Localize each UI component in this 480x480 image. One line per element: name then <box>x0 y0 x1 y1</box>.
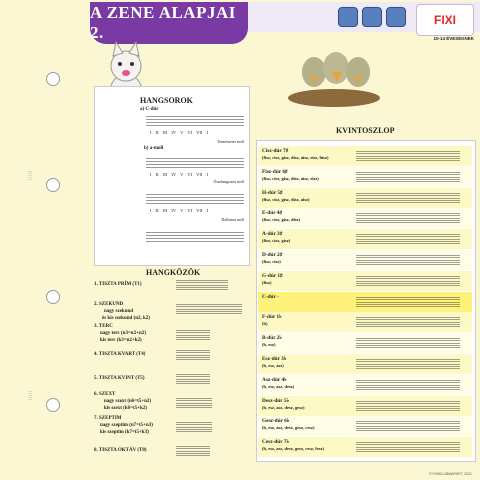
key-signature-staff <box>356 442 460 452</box>
book-icon <box>362 7 382 27</box>
interval-sub: nagy szekund <box>104 309 134 314</box>
key-accidentals: (b, esz) <box>262 342 276 348</box>
roman: I <box>206 130 208 135</box>
roman: VII <box>196 208 203 213</box>
roman: I <box>150 130 152 135</box>
key-signature-staff <box>356 255 460 265</box>
interval-staff <box>176 280 228 290</box>
key-name: Cesz-dúr 7♭ <box>262 439 289 446</box>
key-signature-staff <box>356 338 460 348</box>
roman: V <box>180 208 184 213</box>
natural-minor-staff <box>146 158 244 170</box>
interval-label: 1. TISZTA PRÍM (T1) <box>94 282 142 287</box>
binder-hole <box>46 398 60 412</box>
key-signature-staff <box>356 401 460 411</box>
margin-text: │││││ <box>28 170 32 180</box>
kvintoszlop-title: KVINTOSZLOP <box>336 126 395 135</box>
interval-staff <box>176 398 212 408</box>
interval-staff <box>176 350 210 360</box>
roman: IV <box>171 130 177 135</box>
roman-numerals <box>150 172 208 177</box>
interval-label: 2. SZEKUND <box>94 302 124 307</box>
key-name: A-dúr 3♯ <box>262 231 283 238</box>
key-accidentals: (fisz) <box>262 279 272 285</box>
roman: V <box>180 130 184 135</box>
c-dur-staff <box>146 116 244 128</box>
roman: I <box>206 208 208 213</box>
key-name: C-dúr - <box>262 293 279 300</box>
interval-label: 5. TISZTA KVINT (T5) <box>94 376 145 381</box>
key-signature-staff <box>356 234 460 244</box>
key-signature-staff <box>356 172 460 182</box>
binder-hole <box>46 290 60 304</box>
key-name: F-dúr 1♭ <box>262 314 282 321</box>
key-accidentals: (fisz, cisz, gisz, disz, aisz, eisz, hisz) <box>262 155 329 160</box>
key-accidentals: (b, esz, asz) <box>262 363 284 368</box>
interval-staff <box>176 446 210 456</box>
age-label: 10-14 ÉVESEKNEK <box>433 36 474 41</box>
margin-text: │││││ <box>28 390 32 400</box>
hangkozok-title: HANGKÖZÖK <box>146 268 201 277</box>
interval-label: 6. SZEXT <box>94 392 116 397</box>
roman: I <box>150 208 152 213</box>
roman: II <box>155 208 159 213</box>
roman: I <box>206 172 208 177</box>
key-signature-staff <box>356 151 460 161</box>
page-title: A ZENE ALAPJAI 2. <box>90 2 248 44</box>
interval-label: 7. SZEPTIM <box>94 416 122 421</box>
roman-numerals <box>150 208 208 213</box>
key-accidentals: (fisz, cisz, gisz, disz) <box>262 217 300 223</box>
roman: III <box>162 130 168 135</box>
interval-staff <box>176 304 242 314</box>
key-accidentals: (fisz, cisz, gisz) <box>262 238 291 244</box>
roman: VI <box>187 172 193 177</box>
interval-sub: kis terc (k3=n2+k2) <box>100 338 142 343</box>
key-name: G-dúr 1♯ <box>262 272 283 279</box>
key-name: Desz-dúr 5♭ <box>262 397 289 404</box>
interval-sub: kis szext (k6=t5+k2) <box>104 406 147 411</box>
interval-sub: nagy szext (n6=t5+n2) <box>104 399 152 404</box>
key-name: Esz-dúr 3♭ <box>262 356 287 362</box>
key-name: Gesz-dúr 6♭ <box>262 418 290 425</box>
key-signature-staff <box>356 297 460 307</box>
key-accidentals: (b) <box>262 321 268 327</box>
key-signature-staff <box>356 380 460 390</box>
copyright: © FIXIKLUBMARKET, 2021 <box>428 472 472 476</box>
roman: IV <box>171 208 177 213</box>
fixi-logo: FIXI <box>416 4 474 36</box>
interval-staff <box>176 330 210 340</box>
moll-label: Összhangzatos moll <box>213 180 244 184</box>
key-signature-staff <box>356 276 460 286</box>
key-name: E-dúr 4♯ <box>262 210 283 217</box>
key-signature-staff <box>356 317 460 327</box>
key-accidentals: (fisz, cisz) <box>262 259 281 264</box>
key-accidentals: (b, esz, asz, desz) <box>262 383 295 389</box>
key-signature-staff <box>356 213 460 223</box>
key-signature-staff <box>356 421 460 431</box>
key-name: Fisz-dúr 6♯ <box>262 168 288 175</box>
birds-nest-illustration <box>286 42 382 108</box>
interval-staff <box>176 422 212 432</box>
roman: II <box>155 130 159 135</box>
roman: IV <box>171 172 177 177</box>
key-accidentals: (b, esz, asz, desz, gesz, cesz) <box>262 425 315 431</box>
hangsorok-title: HANGSOROK <box>140 96 193 105</box>
interval-label: 3. TERC <box>94 324 113 329</box>
interval-label: 4. TISZTA KVART (T4) <box>94 352 146 357</box>
c-dur-label: a) C-dúr <box>140 107 159 112</box>
roman: VI <box>187 208 193 213</box>
binder-hole <box>46 178 60 192</box>
roman: V <box>180 172 184 177</box>
moll-label: Dallamos moll <box>221 218 244 222</box>
roman: VII <box>196 130 203 135</box>
key-name: H-dúr 5♯ <box>262 189 283 196</box>
roman: VI <box>187 130 193 135</box>
binder-hole <box>46 72 60 86</box>
key-signature-staff <box>356 193 460 203</box>
roman: II <box>155 172 159 177</box>
harmonic-minor-staff <box>146 194 244 206</box>
key-accidentals: (fisz, cisz, gisz, disz, aisz) <box>262 196 310 202</box>
moll-label: Természetes moll <box>217 140 244 144</box>
interval-sub: nagy szeptim (n7=t5+n3) <box>100 423 153 428</box>
a-moll-label: b) a-moll <box>144 146 164 151</box>
roman: VII <box>196 172 203 177</box>
roman: III <box>162 172 168 177</box>
roman: III <box>162 208 168 213</box>
key-name: Asz-dúr 4♭ <box>262 376 287 383</box>
key-accidentals: (b, esz, asz, desz, gesz) <box>262 404 305 410</box>
interval-sub: és kis szekund (n2, k2) <box>102 316 150 321</box>
globe-icon <box>338 7 358 27</box>
key-signature-staff <box>356 359 460 369</box>
key-accidentals: (b, esz, asz, desz, gesz, cesz, fesz) <box>262 446 324 452</box>
key-accidentals: (fisz, cisz, gisz, disz, aisz, eisz) <box>262 175 319 181</box>
key-name: B-dúr 2♭ <box>262 335 282 342</box>
key-name: Cisz-dúr 7♯ <box>262 148 289 154</box>
roman: I <box>150 172 152 177</box>
interval-staff <box>176 374 210 384</box>
note-icon <box>386 7 406 27</box>
interval-sub: nagy terc (n3=n2+n2) <box>100 331 146 336</box>
interval-sub: kis szeptim (k7=t5+k3) <box>100 430 149 435</box>
melodic-minor-staff <box>146 232 244 244</box>
key-name: D-dúr 2♯ <box>262 252 283 258</box>
roman-numerals <box>150 130 208 135</box>
interval-label: 8. TISZTA OKTÁV (T8) <box>94 448 147 453</box>
